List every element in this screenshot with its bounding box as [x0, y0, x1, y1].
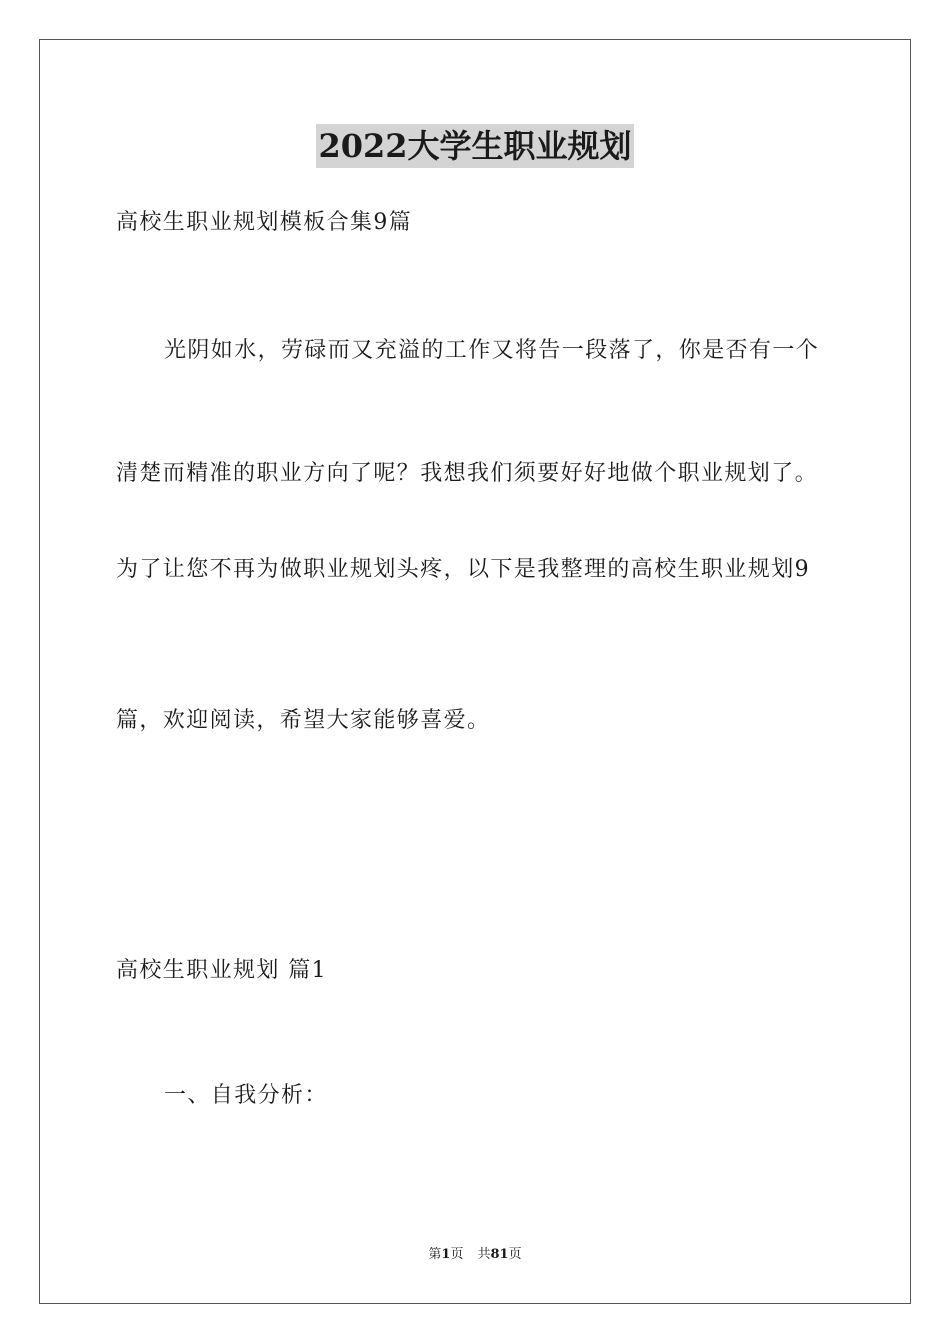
section-heading: 高校生职业规划 篇1 — [116, 958, 327, 983]
total-prefix: 共 — [477, 1247, 491, 1262]
total-pages: 81 — [490, 1247, 509, 1262]
intro-line-4: 篇，欢迎阅读，希望大家能够喜爱。 — [116, 708, 491, 733]
document-subtitle: 高校生职业规划模板合集9篇 — [116, 210, 413, 235]
page-number: 1 — [441, 1247, 451, 1262]
intro-line-1: 光阴如水，劳碌而又充溢的工作又将告一段落了，你是否有一个 — [164, 338, 820, 363]
total-suffix: 页 — [508, 1247, 522, 1262]
page-footer — [0, 1246, 950, 1264]
page-prefix: 第 — [428, 1247, 442, 1262]
title-container — [0, 124, 950, 168]
page-suffix: 页 — [450, 1247, 464, 1262]
document-title: 2022大学生职业规划 — [316, 124, 633, 168]
intro-line-2: 清楚而精准的职业方向了呢？我想我们须要好好地做个职业规划了。 — [116, 461, 819, 486]
intro-line-3: 为了让您不再为做职业规划头疼，以下是我整理的高校生职业规划9 — [116, 557, 810, 582]
subsection-heading: 一、自我分析： — [164, 1083, 328, 1108]
